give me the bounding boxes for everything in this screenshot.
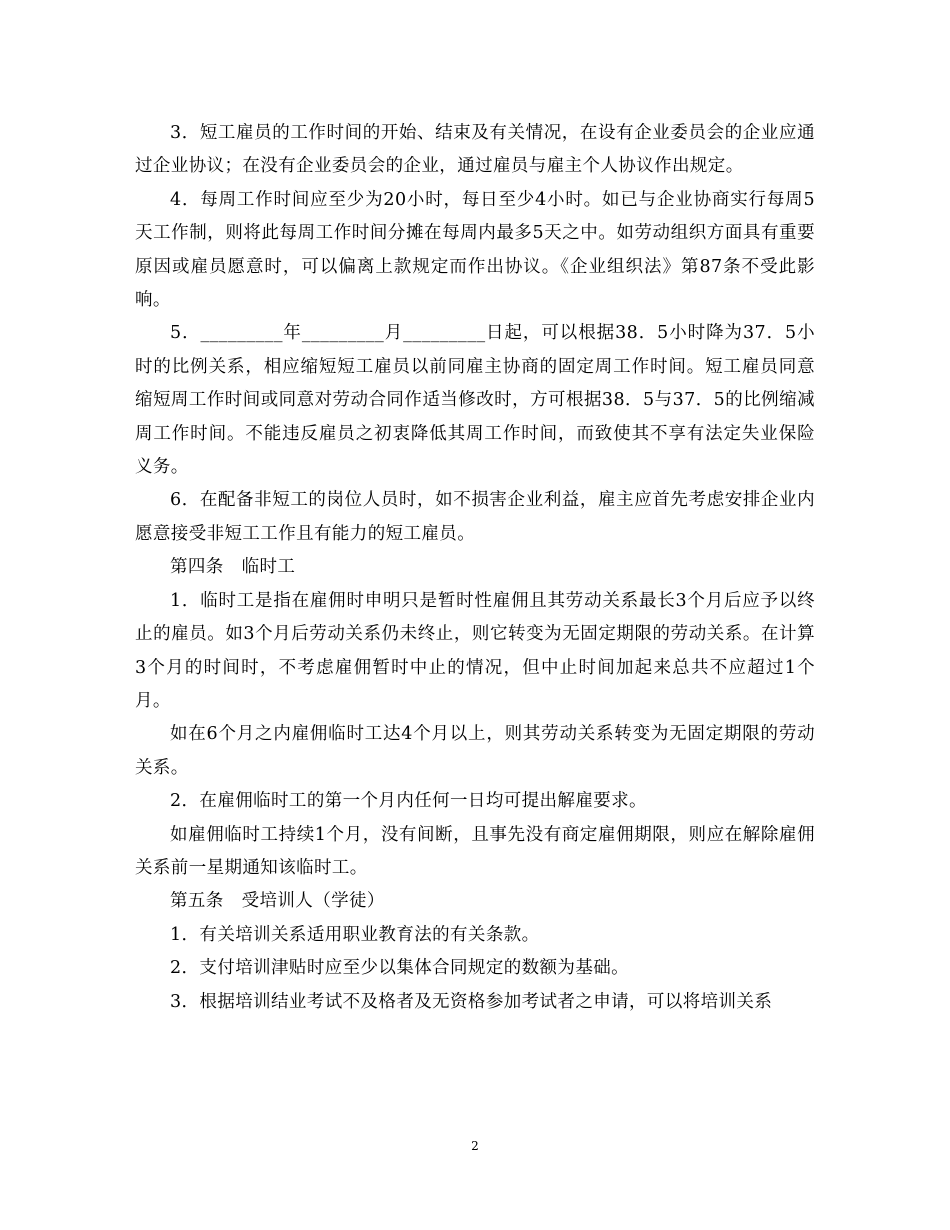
- paragraph-2: 4．每周工作时间应至少为20小时，每日至少4小时。如已与企业协商实行每周5天工作制，则将此每周工作时间分摊在每周内最多5天之中。如劳动组织方面具有重要原因或雇员愿意时，可以偏离上款规定而作出协议。《企业组织法》第87条不受此影响。: [135, 189, 815, 311]
- paragraph-5: 1．临时工是指在雇佣时申明只是暂时性雇佣且其劳动关系最长3个月后应予以终止的雇员。如3个月后劳动关系仍未终止，则它转变为无固定期限的劳动关系。在计算3个月的时间时，不考虑雇佣暂时中止的情况，但中止时间加起来总共不应超过1个月。: [135, 590, 815, 711]
- paragraph-11: 3．根据培训结业考试不及格者及无资格参加考试者之申请，可以将培训关系: [170, 991, 773, 1012]
- paragraph-3: 5．_________年_________月_________日起，可以根据38．5小时降为37．5小时的比例关系，相应缩短短工雇员以前同雇主协商的固定周工作时间。短工雇员同意缩短周工作时间或同意对劳动合同作适当修改时，方可根据38．5与37．5的比例缩减周工作时间。不能违反雇员之初衷降低其周工作时间，而致使其不享有法定失业保险义务。: [135, 323, 815, 478]
- section-heading-article-5: 第五条 受培训人（学徒）: [170, 891, 385, 912]
- page-number: 2: [471, 1139, 479, 1153]
- paragraph-10: 2．支付培训津贴时应至少以集体合同规定的数额为基础。: [170, 958, 630, 979]
- paragraph-8: 如雇佣临时工持续1个月，没有间断，且事先没有商定雇佣期限，则应在解除雇佣关系前一星期通知该临时工。: [135, 824, 815, 878]
- paragraph-9: 1．有关培训关系适用职业教育法的有关条款。: [170, 924, 540, 945]
- paragraph-4: 6．在配备非短工的岗位人员时，如不损害企业利益，雇主应首先考虑安排企业内愿意接受非短工工作且有能力的短工雇员。: [135, 490, 815, 544]
- paragraph-6: 如在6个月之内雇佣临时工达4个月以上，则其劳动关系转变为无固定期限的劳动关系。: [135, 724, 815, 778]
- document-body: [135, 117, 815, 1019]
- section-heading-article-4: 第四条 临时工: [170, 557, 296, 578]
- paragraph-1: 3．短工雇员的工作时间的开始、结束及有关情况，在设有企业委员会的企业应通过企业协议；在没有企业委员会的企业，通过雇员与雇主个人协议作出规定。: [135, 123, 815, 177]
- paragraph-7: 2．在雇佣临时工的第一个月内任何一日均可提出解雇要求。: [170, 791, 647, 812]
